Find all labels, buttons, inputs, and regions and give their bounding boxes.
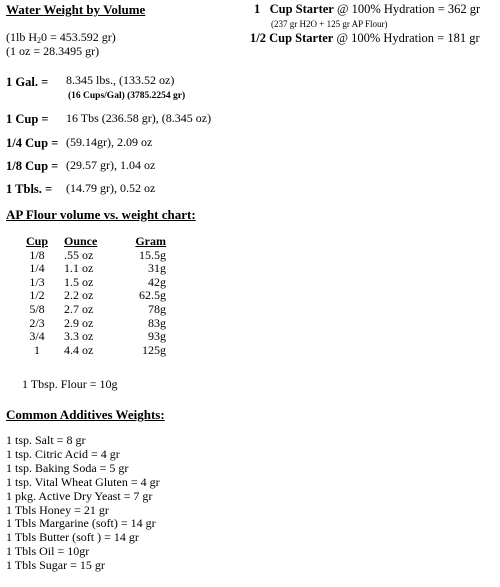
lb-conversion: (1lb $H_20 = 453.592$ gr) [6,30,116,45]
quarter-cup-label: 1/4 Cup = [6,136,59,150]
cell-gram: 15.5g [139,247,166,262]
cell-ounce: .55 oz [64,247,94,262]
table-row [18,317,166,331]
gal-label: 1 Gal. = [6,75,49,89]
tbsp-flour-note: 1 Tbsp. Flour = 10g [22,377,118,391]
cell-gram: 78g [148,301,166,316]
cell-cup: 3/4 [29,329,45,344]
cup-value: 16 Tbs (236.58 gr), (8.345 oz) [66,111,212,125]
eighth-cup-label: 1/8 Cup = [6,159,59,173]
list-item: 1 tsp. Citric Acid = 4 gr [6,446,120,461]
cell-gram: 31g [148,261,166,276]
col-cup: Cup [25,234,48,248]
cell-gram: 93g [148,329,166,344]
cell-cup: 1/4 [29,261,45,276]
table-row [18,303,166,317]
cell-cup: 5/8 [29,301,45,316]
additives-title: Common Additives Weights: [6,407,165,422]
list-item: 1 Tbls Sugar = 15 gr [6,558,105,573]
cell-gram: 83g [148,315,166,330]
tbls-label: 1 Tbls. = [6,182,53,196]
starter-line-1-note: (237 gr H2O + 125 gr AP Flour) [271,19,388,29]
cell-cup: 1/8 [29,247,45,262]
cup-label: 1 Cup = [6,112,49,126]
table-row [18,276,166,290]
cell-gram: 125g [142,342,166,357]
cell-gram: 62.5g [139,288,166,303]
list-item: 1 tsp. Baking Soda = 5 gr [6,460,129,475]
list-item: 1 Tbls Honey = 21 gr [6,502,109,517]
table-row [18,262,166,276]
flour-table-header [18,235,166,249]
tbls-value: (14.79 gr), 0.52 oz [66,181,156,195]
cell-ounce: 2.7 oz [64,301,94,316]
table-row [18,330,166,344]
water-weight-title: Water Weight by Volume [6,2,146,17]
cell-cup: 2/3 [29,315,45,330]
starter-line-2: 1/2 Cup Starter @ 100% Hydration = 181 gr [250,31,480,45]
list-item: 1 tsp. Vital Wheat Gluten = 4 gr [6,474,160,489]
cell-ounce: 2.9 oz [64,315,94,330]
cell-cup: 1/2 [29,288,45,303]
table-row [18,249,166,263]
table-row [18,344,166,358]
flour-chart-title: AP Flour volume vs. weight chart: [6,207,196,222]
flour-table [18,235,166,357]
list-item: 1 tsp. Salt = 8 gr [6,433,86,447]
col-ounce: Ounce [64,234,98,248]
list-item: 1 Tbls Butter (soft ) = 14 gr [6,530,139,545]
cell-ounce: 3.3 oz [64,329,94,344]
cell-ounce: 1.5 oz [64,274,94,289]
list-item: 1 Tbls Margarine (soft) = 14 gr [6,516,156,531]
cell-ounce: 1.1 oz [64,261,94,276]
table-row [18,289,166,303]
cell-cup: 1 [34,342,40,357]
gal-note: (16 Cups/Gal) (3785.2254 gr) [68,91,186,101]
oz-conversion: (1 oz = 28.3495 gr) [6,44,100,58]
list-item: 1 pkg. Active Dry Yeast = 7 gr [6,488,153,503]
cell-ounce: 2.2 oz [64,288,94,303]
gal-value: 8.345 lbs., (133.52 oz) [66,73,175,87]
cell-gram: 42g [148,274,166,289]
list-item: 1 Tbls Oil = 10gr [6,544,90,559]
starter-line-1: 1 Cup Starter @ 100% Hydration = 362 gr [254,2,481,16]
cell-ounce: 4.4 oz [64,342,94,357]
quarter-cup-value: (59.14gr), 2.09 oz [66,135,153,149]
eighth-cup-value: (29.57 gr), 1.04 oz [66,158,156,172]
col-gram: Gram [135,234,166,248]
cell-cup: 1/3 [29,274,45,289]
additives-list [6,434,160,573]
